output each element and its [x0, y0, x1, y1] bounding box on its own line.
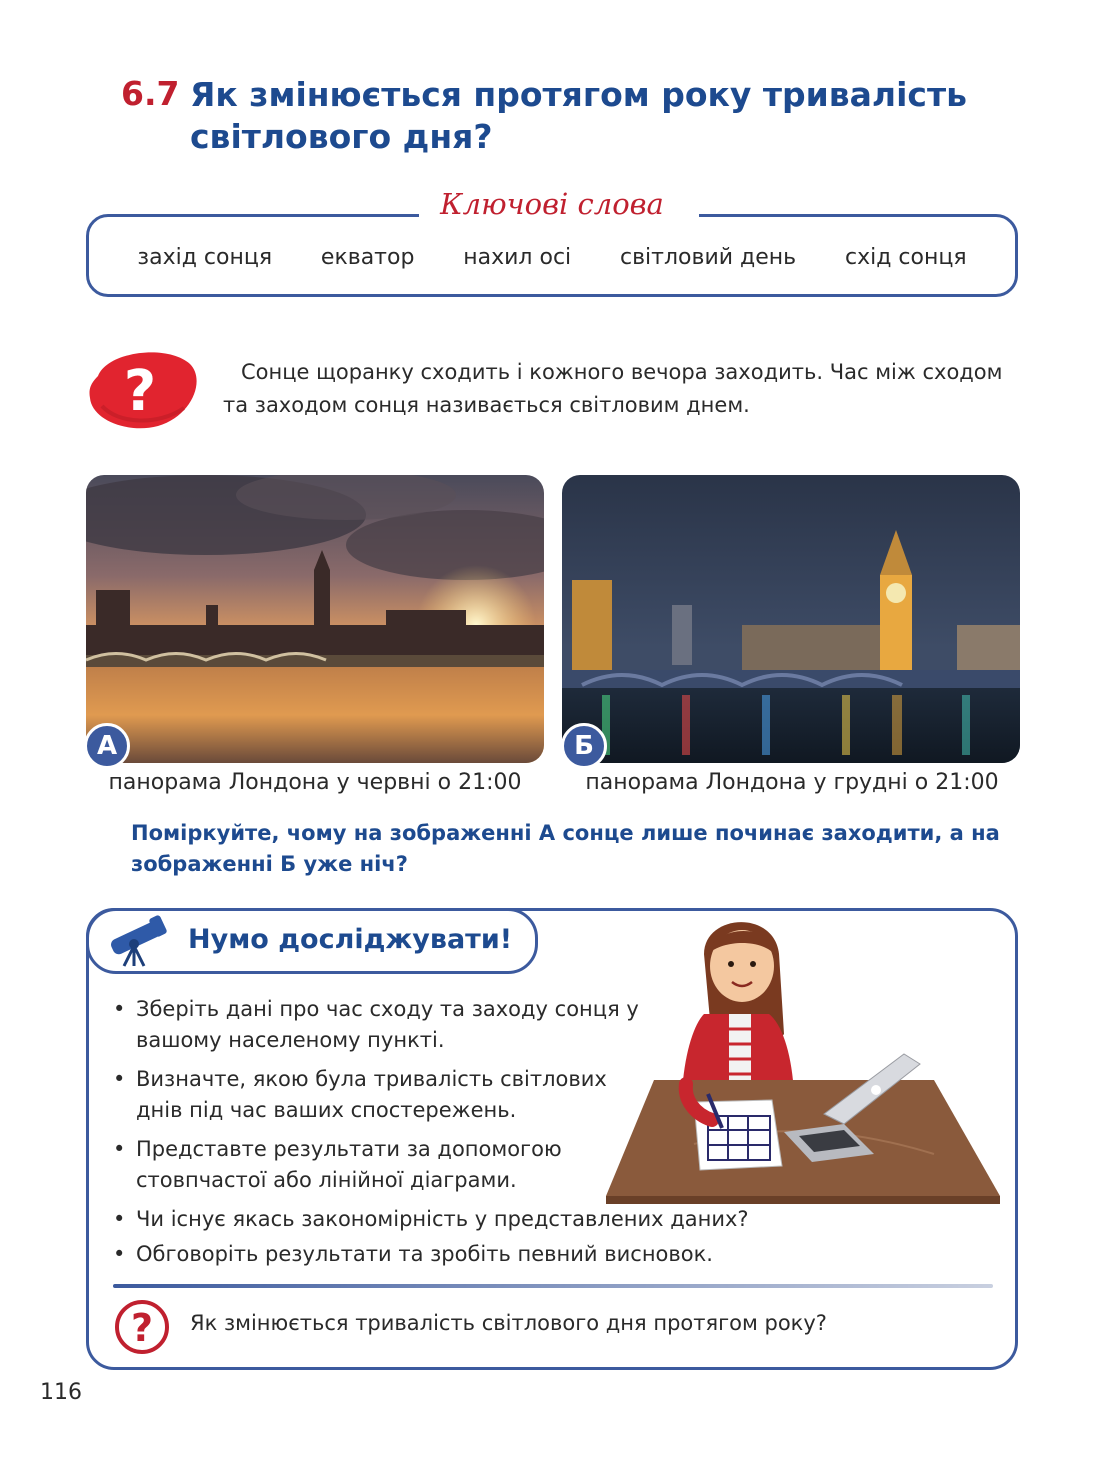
girl-with-laptop-illustration	[604, 914, 1004, 1204]
london-june-photo	[86, 475, 544, 763]
telescope-icon	[106, 912, 170, 968]
keywords-box	[86, 187, 1018, 297]
list-item: • Чи існує якась закономірність у представлених даних?	[113, 1204, 813, 1235]
keyword-item: схід сонця	[844, 245, 967, 270]
photo-a-badge: А	[84, 723, 130, 769]
intro-text: Сонце щоранку сходить і кожного вечора заходить. Час між сходом та заходом сонця називається світловим днем.	[223, 360, 1003, 417]
divider	[113, 1284, 993, 1288]
photo-b-caption: панорама Лондона у грудні о 21:00	[585, 770, 999, 795]
keyword-item: екватор	[320, 245, 415, 270]
london-december-photo	[562, 475, 1020, 763]
think-question: Поміркуйте, чому на зображенні А сонце лише починає заходити, а на зображенні Б уже ніч?	[131, 821, 1000, 876]
keywords-list	[89, 245, 1015, 270]
question-mark-icon	[88, 346, 200, 430]
photo-b-badge: Б	[561, 723, 607, 769]
keyword-item: нахил осі	[463, 245, 572, 270]
page-title: Як змінюється протягом року тривалість світлового дня?	[190, 75, 967, 156]
list-item: • Обговоріть результати та зробіть певний висновок.	[113, 1239, 813, 1270]
svg-text:?: ?	[130, 1306, 154, 1350]
investigate-title: Нумо досліджувати!	[188, 924, 513, 955]
keywords-heading: Ключові слова	[430, 187, 674, 221]
question-circle-icon	[113, 1298, 171, 1356]
keyword-item: захід сонця	[137, 245, 273, 270]
list-item: • Визначте, якою була тривалість світлових днів під час ваших спостережень.	[113, 1064, 643, 1126]
final-question: Як змінюється тривалість світлового дня протягом року?	[190, 1311, 827, 1335]
list-item: • Представте результати за допомогою стовпчастої або лінійної діаграми.	[113, 1134, 613, 1196]
photo-a-caption: панорама Лондона у червні о 21:00	[108, 770, 522, 795]
section-number: 6.7	[121, 74, 180, 113]
page-number: 116	[40, 1380, 82, 1405]
svg-text:?: ?	[123, 359, 157, 424]
list-item: • Зберіть дані про час сходу та заходу сонця у вашому населеному пункті.	[113, 994, 643, 1056]
keyword-item: світловий день	[619, 245, 797, 270]
